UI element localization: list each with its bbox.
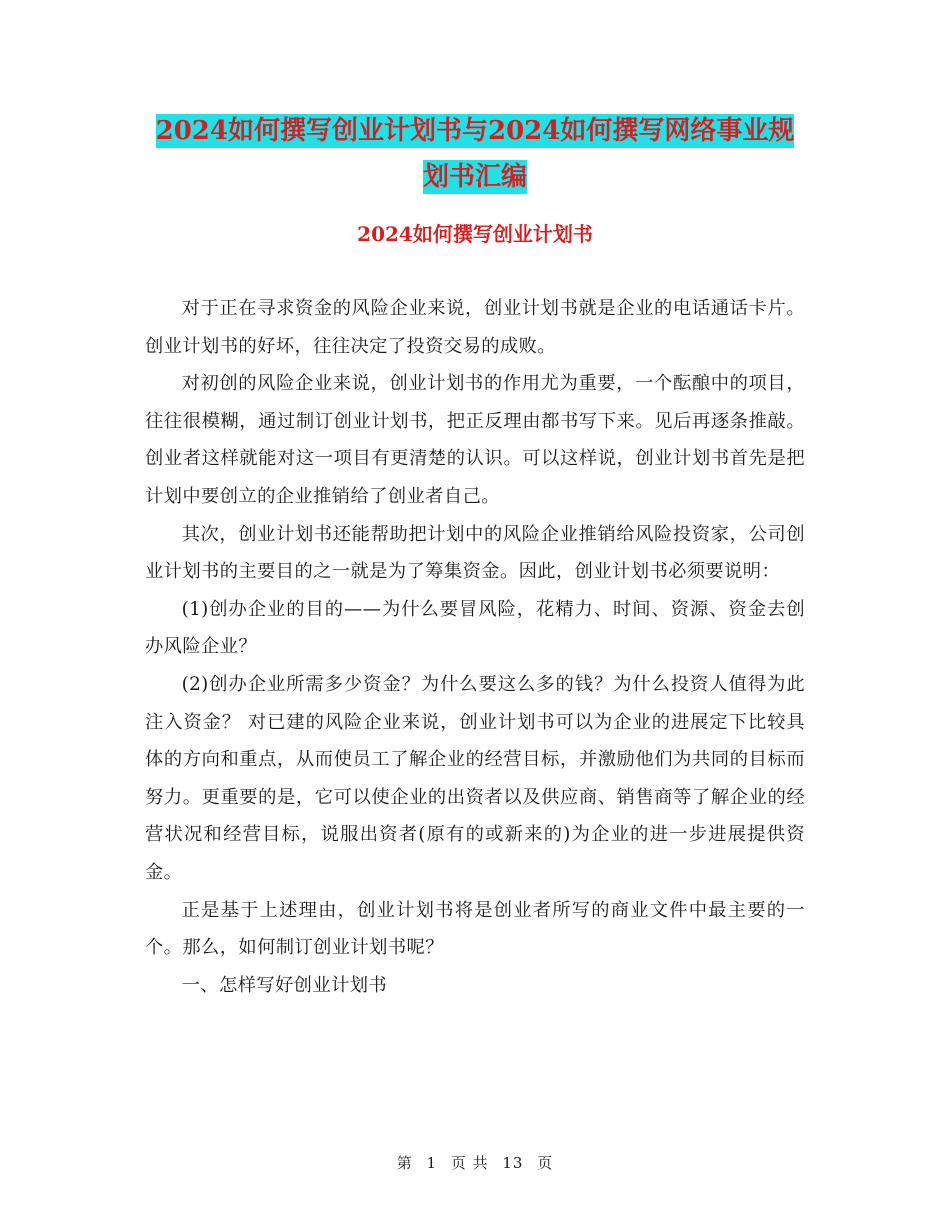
paragraph: 一、怎样写好创业计划书 xyxy=(181,974,388,996)
page-current: 1 xyxy=(426,1154,438,1172)
document-title xyxy=(140,108,810,200)
page-total: 13 xyxy=(502,1154,524,1172)
page-suffix: 页 xyxy=(537,1154,554,1172)
paragraph: (2)创办企业所需多少资金？为什么要这么多的钱？为什么投资人值得为此注入资金？ 对已建的风险企业来说，创业计划书可以为企业的进展定下比较具体的方向和重点，从而使员工了解企业的经营目标，并激励他们为共同的目标而努力。更重要的是，它可以使企业的出资者以及供应商、销售商等了解企业的经营状况和经营目标，说服出资者(原有的或新来的)为企业的进一步进展提供资金。 xyxy=(145,673,805,883)
paragraph: 对初创的风险企业来说，创业计划书的作用尤为重要，一个酝酿中的项目，往往很模糊，通过制订创业计划书，把正反理由都书写下来。见后再逐条推敲。创业者这样就能对这一项目有更清楚的认识。可以这样说，创业计划书首先是把计划中要创立的企业推销给了创业者自己。 xyxy=(145,373,805,507)
document-body xyxy=(145,290,805,1004)
paragraph: 其次，创业计划书还能帮助把计划中的风险企业推销给风险投资家，公司创业计划书的主要目的之一就是为了筹集资金。因此，创业计划书必须要说明： xyxy=(145,523,805,583)
title-line-2: 划书汇编 xyxy=(422,162,527,192)
title-line-1: 2024如何撰写创业计划书与2024如何撰写网络事业规 xyxy=(155,116,795,146)
page-middle: 页 共 xyxy=(450,1154,489,1172)
paragraph: 正是基于上述理由，创业计划书将是创业者所写的商业文件中最主要的一个。那么，如何制订创业计划书呢？ xyxy=(145,899,805,959)
paragraph: (1)创办企业的目的——为什么要冒风险，花精力、时间、资源、资金去创办风险企业？ xyxy=(145,598,805,658)
section-title: 2024如何撰写创业计划书 xyxy=(357,222,593,246)
paragraph: 对于正在寻求资金的风险企业来说，创业计划书就是企业的电话通话卡片。创业计划书的好坏，往往决定了投资交易的成败。 xyxy=(145,298,805,357)
page-footer xyxy=(0,1152,950,1173)
page-prefix: 第 xyxy=(396,1154,413,1172)
